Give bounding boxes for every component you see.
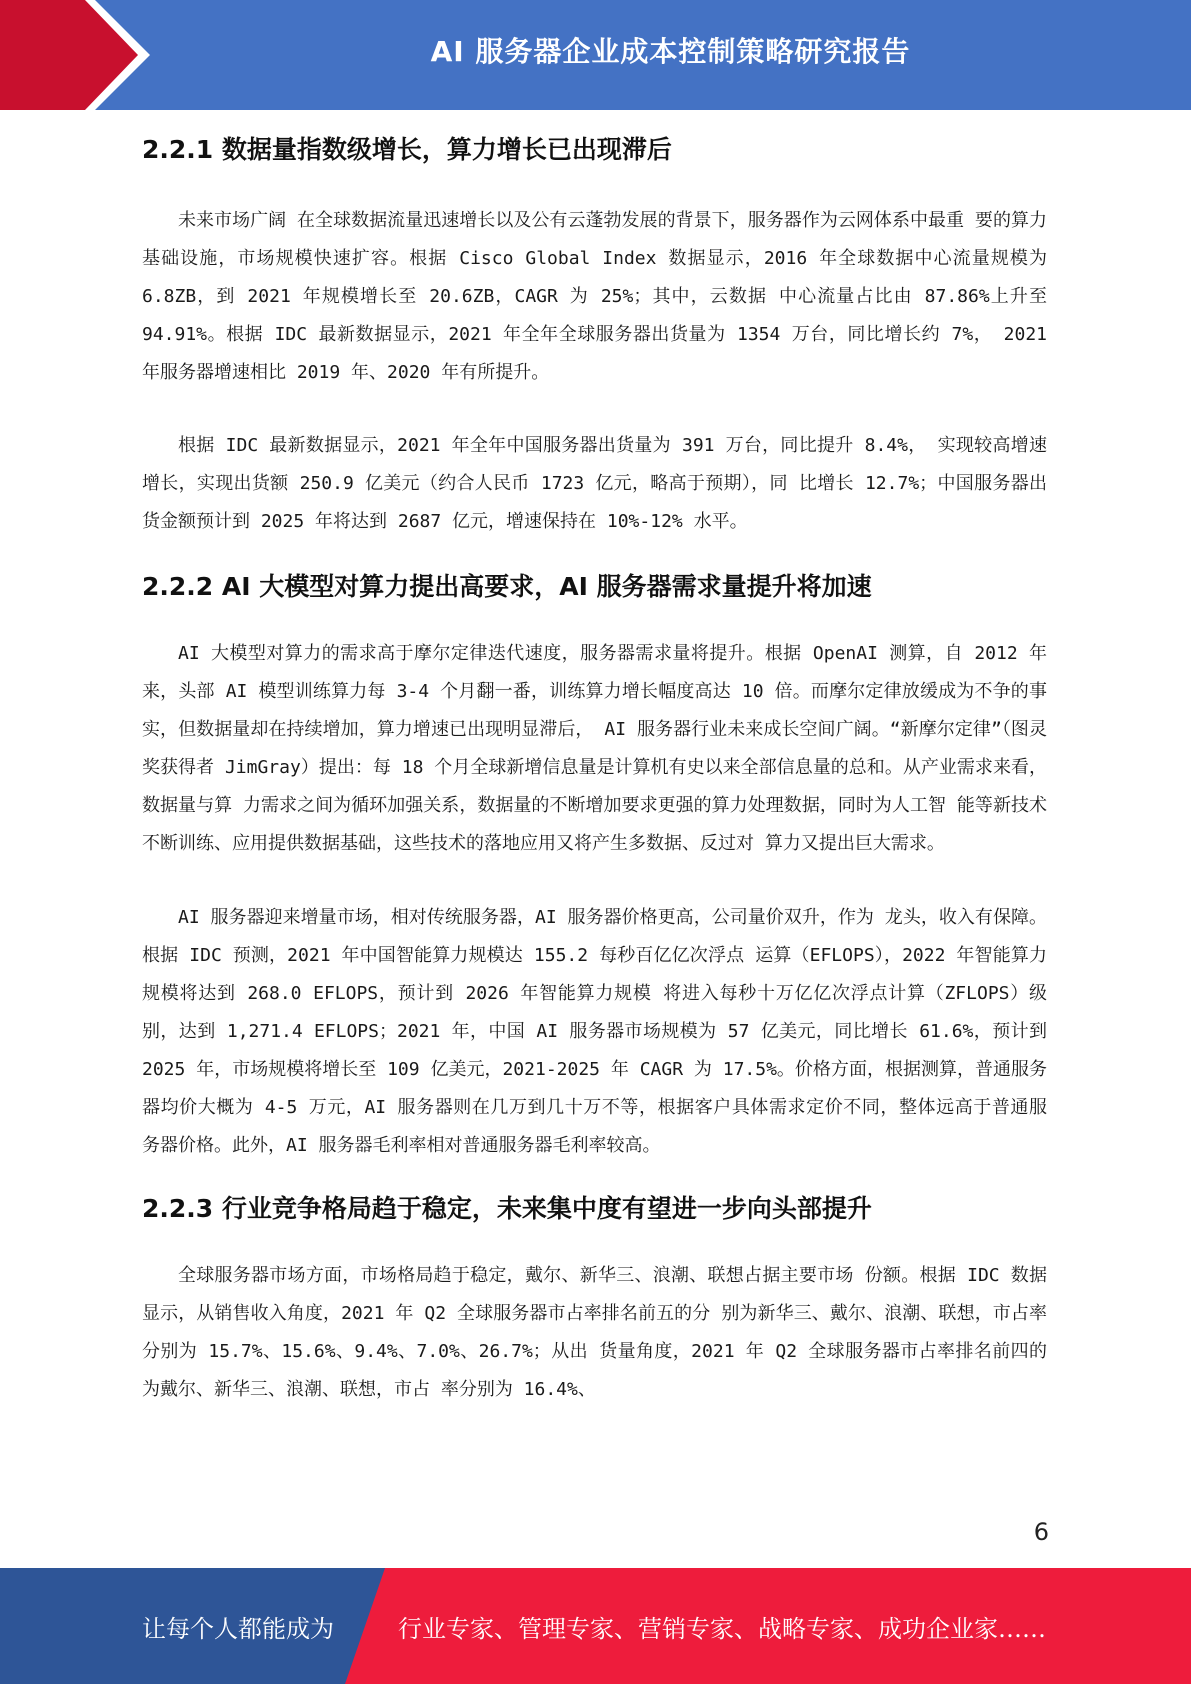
page-number: 6 [1033,1518,1049,1546]
page-footer [0,1568,1191,1684]
footer-slogan-right: 行业专家、管理专家、营销专家、战略专家、成功企业家…… [398,1614,1046,1643]
page-header [0,0,1191,110]
section-heading-2-2-2: 2.2.2 AI 大模型对算力提出高要求，AI 服务器需求量提升将加速 [142,572,872,601]
paragraph: 全球服务器市场方面，市场格局趋于稳定，戴尔、新华三、浪潮、联想占据主要市场 份额。根据 IDC 数据显示，从销售收入角度，2021 年 Q2 全球服务器市占率排名前五的分 别为新华三、戴尔、浪潮、联想，市占率分别为 15.7%、15.6%、9.4%、7.0%、26.7%；从出 货量角度，2021 年 Q2 全球服务器市占率排名前四的为戴尔、新华三、浪潮、联想，市占 率分别为 16.4%、 [142,1265,1047,1400]
paragraph: 未来市场广阔 在全球数据流量迅速增长以及公有云蓬勃发展的背景下，服务器作为云网体系中最重 要的算力基础设施，市场规模快速扩容。根据 Cisco Global Index 数据显示，2016 年全球数据中心流量规模为 6.8ZB，到 2021 年规模增长至 20.6ZB，CAGR 为 25%；其中，云数据 中心流量占比由 87.86%上升至 94.91%。根据 IDC 最新数据显示，2021 年全年全球服务器出货量为 1354 万台，同比增长约 7%， 2021 年服务器增速相比 2019 年、2020 年有所提升。 [142,210,1047,383]
page-content [142,130,1047,1409]
paragraph: AI 服务器迎来增量市场，相对传统服务器，AI 服务器价格更高，公司量价双升，作为 龙头，收入有保障。根据 IDC 预测，2021 年中国智能算力规模达 155.2 每秒百亿亿次浮点 运算（EFLOPS），2022 年智能算力规模将达到 268.0 EFLOPS，预计到 2026 年智能算力规模 将进入每秒十万亿亿次浮点计算（ZFLOPS）级别，达到 1,271.4 EFLOPS；2021 年，中国 AI 服务器市场规模为 57 亿美元，同比增长 61.6%，预计到 2025 年，市场规模将增长至 109 亿美元，2021-2025 年 CAGR 为 17.5%。价格方面，根据测算，普通服务器均价大概为 4-5 万元，AI 服务器则在几万到几十万不等，根据客户具体需求定价不同，整体远高于普通服 务器价格。此外，AI 服务器毛利率相对普通服务器毛利率较高。 [142,907,1047,1156]
footer-slogan-left: 让每个人都能成为 [142,1614,334,1643]
paragraph: AI 大模型对算力的需求高于摩尔定律迭代速度，服务器需求量将提升。根据 OpenAI 测算，自 2012 年来，头部 AI 模型训练算力每 3-4 个月翻一番，训练算力增长幅度高达 10 倍。而摩尔定律放缓成为不争的事实，但数据量却在持续增加，算力增速已出现明显滞后， AI 服务器行业未来成长空间广阔。“新摩尔定律”（图灵奖获得者 JimGray）提出：每 18 个月全球新增信息量是计算机有史以来全部信息量的总和。从产业需求来看，数据量与算 力需求之间为循环加强关系，数据量的不断增加要求更强的算力处理数据，同时为人工智 能等新技术不断训练、应用提供数据基础，这些技术的落地应用又将产生多数据、反过对 算力又提出巨大需求。 [142,643,1047,854]
section-heading-2-2-3: 2.2.3 行业竞争格局趋于稳定，未来集中度有望进一步向头部提升 [142,1194,872,1223]
section-heading-2-2-1: 2.2.1 数据量指数级增长，算力增长已出现滞后 [142,135,672,164]
header-chevron-decoration [0,0,160,110]
paragraph: 根据 IDC 最新数据显示，2021 年全年中国服务器出货量为 391 万台，同比提升 8.4%， 实现较高增速增长，实现出货额 250.9 亿美元（约合人民币 1723 亿元，略高于预期），同 比增长 12.7%；中国服务器出货金额预计到 2025 年将达到 2687 亿元，增速保持在 10%-12% 水平。 [142,435,1047,532]
report-title: AI 服务器企业成本控制策略研究报告 [430,35,911,68]
